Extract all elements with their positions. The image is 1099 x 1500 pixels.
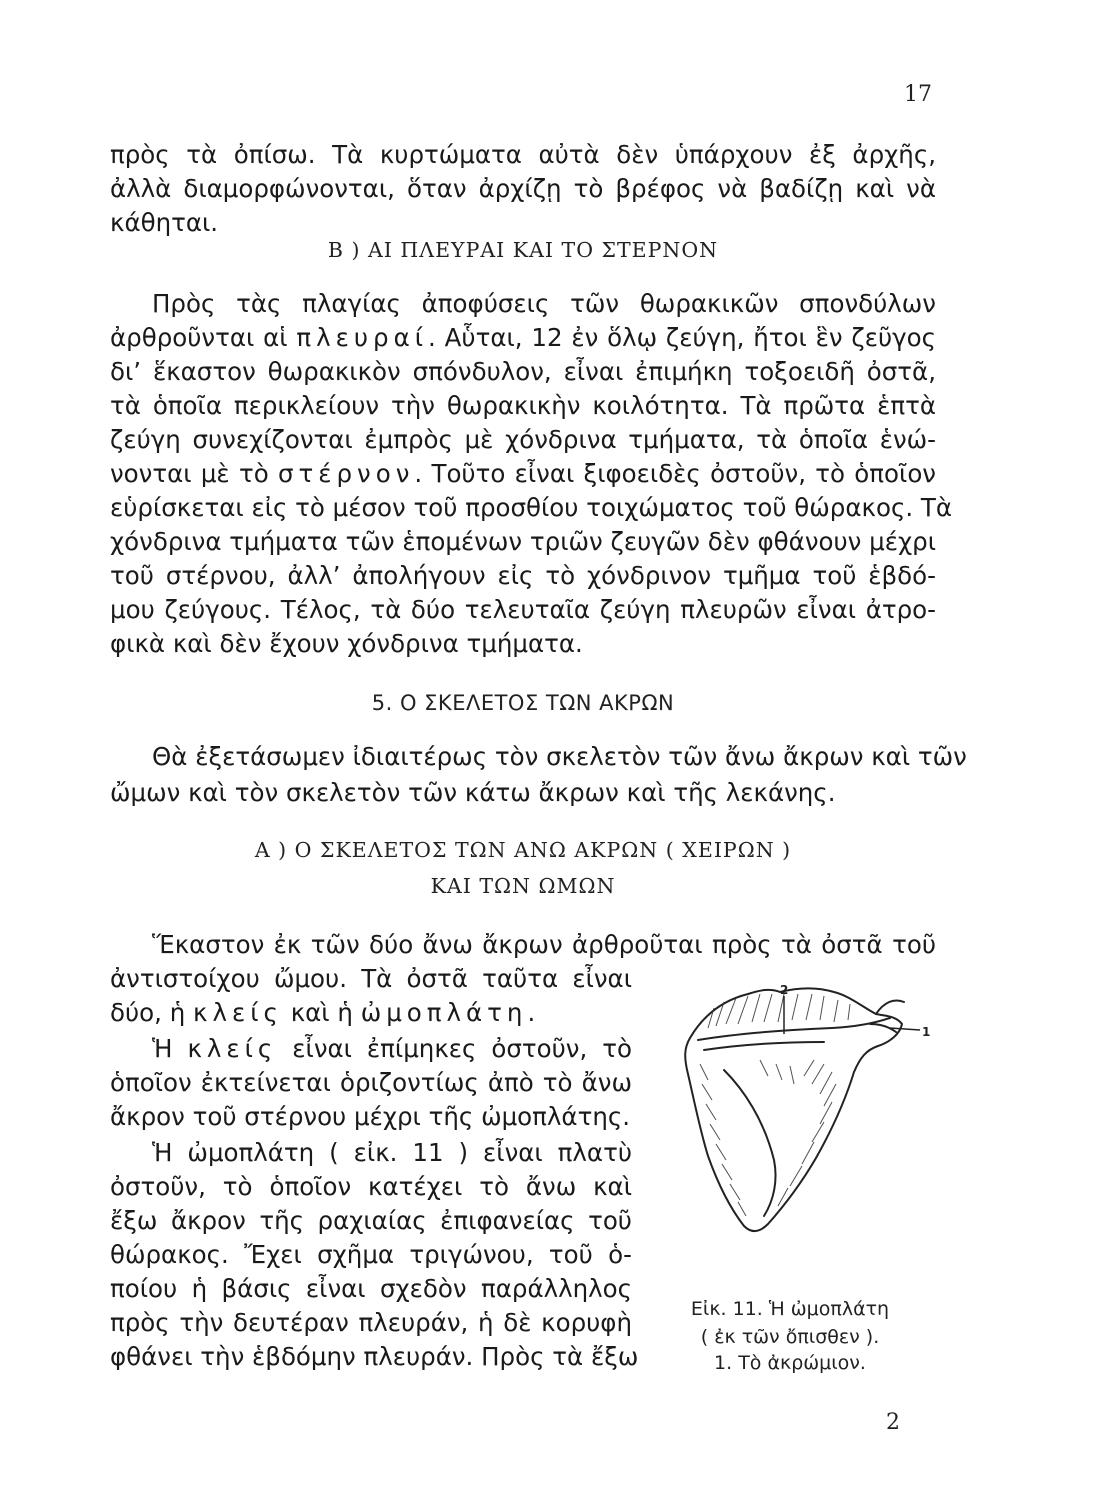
ribs-line-6	[110, 457, 936, 491]
ribs-line-6-a: νονται μὲ τὸ	[110, 459, 278, 488]
upper-line-1: Ἕκαστον ἐκ τῶν δύο ἄνω ἄκρων ἀρθροῦται πρὸς τὰ ὀστᾶ τοῦ	[152, 930, 936, 959]
upper-line-3	[110, 996, 632, 1030]
upper-line-4	[152, 1032, 632, 1066]
intro-line-1: πρὸς τὰ ὀπίσω. Τὰ κυρτώματα αὐτὰ δὲν ὑπάρχουν ἐξ ἀρχῆς,	[110, 140, 936, 169]
upper-line-8: ὀστοῦν, τὸ ὁποῖον κατέχει τὸ ἄνω καὶ	[110, 1172, 632, 1201]
ribs-line-2-a: ἀρθροῦνται αἱ	[110, 323, 297, 352]
figure-caption-2: ( ἐκ τῶν ὄπισθεν ).	[700, 1326, 880, 1348]
upper-line-3-e: .	[527, 998, 536, 1027]
upper-line-4-a: Ἡ	[152, 1034, 188, 1063]
ribs-line-7: εὑρίσκεται εἰς τὸ μέσον τοῦ προσθίου τοιχώματος τοῦ θώρακος. Τὰ	[110, 493, 953, 522]
figure-caption-3: 1. Τὸ ἀκρώμιον.	[714, 1352, 866, 1374]
section-heading-limbs: 5. Ο ΣΚΕΛΕΤΟΣ ΤΩΝ ΑΚΡΩΝ	[371, 691, 675, 715]
page-number-top: 17	[904, 82, 932, 107]
upper-line-5: ὁποῖον ἐκτείνεται ὁριζοντίως ἀπὸ τὸ ἄνω	[110, 1068, 632, 1097]
term-clavicle-2: κλείς	[187, 1034, 278, 1063]
term-ribs: πλευραί	[296, 323, 429, 352]
intro-line-3: κάθηται.	[110, 208, 219, 237]
upper-line-13: φθάνει τὴν ἑβδόμην πλευράν. Πρὸς τὰ ἔξω	[110, 1342, 639, 1371]
section-heading-upper-1: Α ) Ο ΣΚΕΛΕΤΟΣ ΤΩΝ ΑΝΩ ΑΚΡΩΝ ( ΧΕΙΡΩΝ )	[254, 838, 792, 862]
term-clavicle: κλείς	[193, 998, 283, 1027]
upper-line-2: ἀντιστοίχου ὤμου. Τὰ ὀστᾶ ταῦτα εἶναι	[110, 964, 632, 993]
term-scapula: ὠμοπλάτη	[360, 998, 528, 1027]
ribs-line-6-c: . Τοῦτο εἶναι ξιφοειδὲς ὀστοῦν, τὸ ὁποῖον	[414, 459, 936, 488]
scapula-illustration	[664, 980, 932, 1238]
ribs-line-1: Πρὸς τὰς πλαγίας ἀποφύσεις τῶν θωρακικῶν σπονδύλων	[152, 289, 936, 318]
upper-line-7: Ἡ ὠμοπλάτη ( εἰκ. 11 ) εἶναι πλατὺ	[152, 1138, 632, 1167]
term-sternum: στέρνον	[277, 459, 415, 488]
limbs-line-2: ὤμων καὶ τὸν σκελετὸν τῶν κάτω ἄκρων καὶ τῆς λεκάνης.	[110, 778, 836, 807]
ribs-line-3: δι’ ἕκαστον θωρακικὸν σπόνδυλον, εἶναι ἐπιμήκη τοξοειδῆ ὀστᾶ,	[110, 357, 936, 386]
ribs-line-10: μου ζεύγους. Τέλος, τὰ δύο τελευταῖα ζεύγη πλευρῶν εἶναι ἀτρο-	[110, 595, 936, 624]
upper-line-4-c: εἶναι ἐπίμηκες ὀστοῦν, τὸ	[277, 1034, 632, 1063]
upper-line-10: θώρακος. Ἔχει σχῆμα τριγώνου, τοῦ ὁ-	[110, 1240, 632, 1269]
figure-caption-1: Εἰκ. 11. Ἡ ὠμοπλάτη	[690, 1298, 890, 1320]
upper-line-3-a: δύο, ἡ	[110, 998, 194, 1027]
ribs-line-8: χόνδρινα τμήματα τῶν ἑπομένων τριῶν ζευγῶν δὲν φθάνουν μέχρι	[110, 527, 936, 556]
figure-label-1: 1	[922, 1025, 931, 1039]
page-number-bottom: 2	[886, 1410, 900, 1435]
ribs-line-2-c: . Αὗται, 12 ἐν ὅλῳ ζεύγη, ἤτοι ἓν ζεῦγος	[428, 323, 936, 352]
ribs-line-11: φικὰ καὶ δὲν ἔχουν χόνδρινα τμήματα.	[110, 629, 583, 658]
upper-line-12: πρὸς τὴν δευτέραν πλευράν, ἡ δὲ κορυφὴ	[110, 1308, 632, 1337]
intro-line-2: ἀλλὰ διαμορφώνονται, ὅταν ἀρχίζῃ τὸ βρέφος νὰ βαδίζῃ καὶ νὰ	[110, 174, 936, 203]
upper-line-6: ἄκρον τοῦ στέρνου μέχρι τῆς ὠμοπλάτης.	[110, 1102, 631, 1131]
ribs-line-4: τὰ ὁποῖα περικλείουν τὴν θωρακικὴν κοιλότητα. Τὰ πρῶτα ἑπτὰ	[110, 391, 936, 420]
section-heading-upper-2: ΚΑΙ ΤΩΝ ΩΜΩΝ	[430, 874, 616, 898]
ribs-line-9: τοῦ στέρνου, ἀλλ’ ἀπολήγουν εἰς τὸ χόνδρινον τμῆμα τοῦ ἑβδό-	[110, 561, 936, 590]
ribs-line-2	[110, 321, 936, 355]
upper-line-3-c: καὶ ἡ	[282, 998, 361, 1027]
ribs-line-5: ζεύγη συνεχίζονται ἐμπρὸς μὲ χόνδρινα τμήματα, τὰ ὁποῖα ἑνώ-	[110, 425, 936, 454]
section-heading-ribs: Β ) ΑΙ ΠΛΕΥΡΑΙ ΚΑΙ ΤΟ ΣΤΕΡΝΟΝ	[327, 238, 719, 262]
limbs-line-1: Θὰ ἐξετάσωμεν ἰδιαιτέρως τὸν σκελετὸν τῶν ἄνω ἄκρων καὶ τῶν	[152, 742, 967, 771]
figure-label-2: 2	[780, 983, 789, 997]
upper-line-9: ἔξω ἄκρον τῆς ραχιαίας ἐπιφανείας τοῦ	[110, 1206, 632, 1235]
upper-line-11: ποίου ἡ βάσις εἶναι σχεδὸν παράλληλος	[110, 1274, 632, 1303]
